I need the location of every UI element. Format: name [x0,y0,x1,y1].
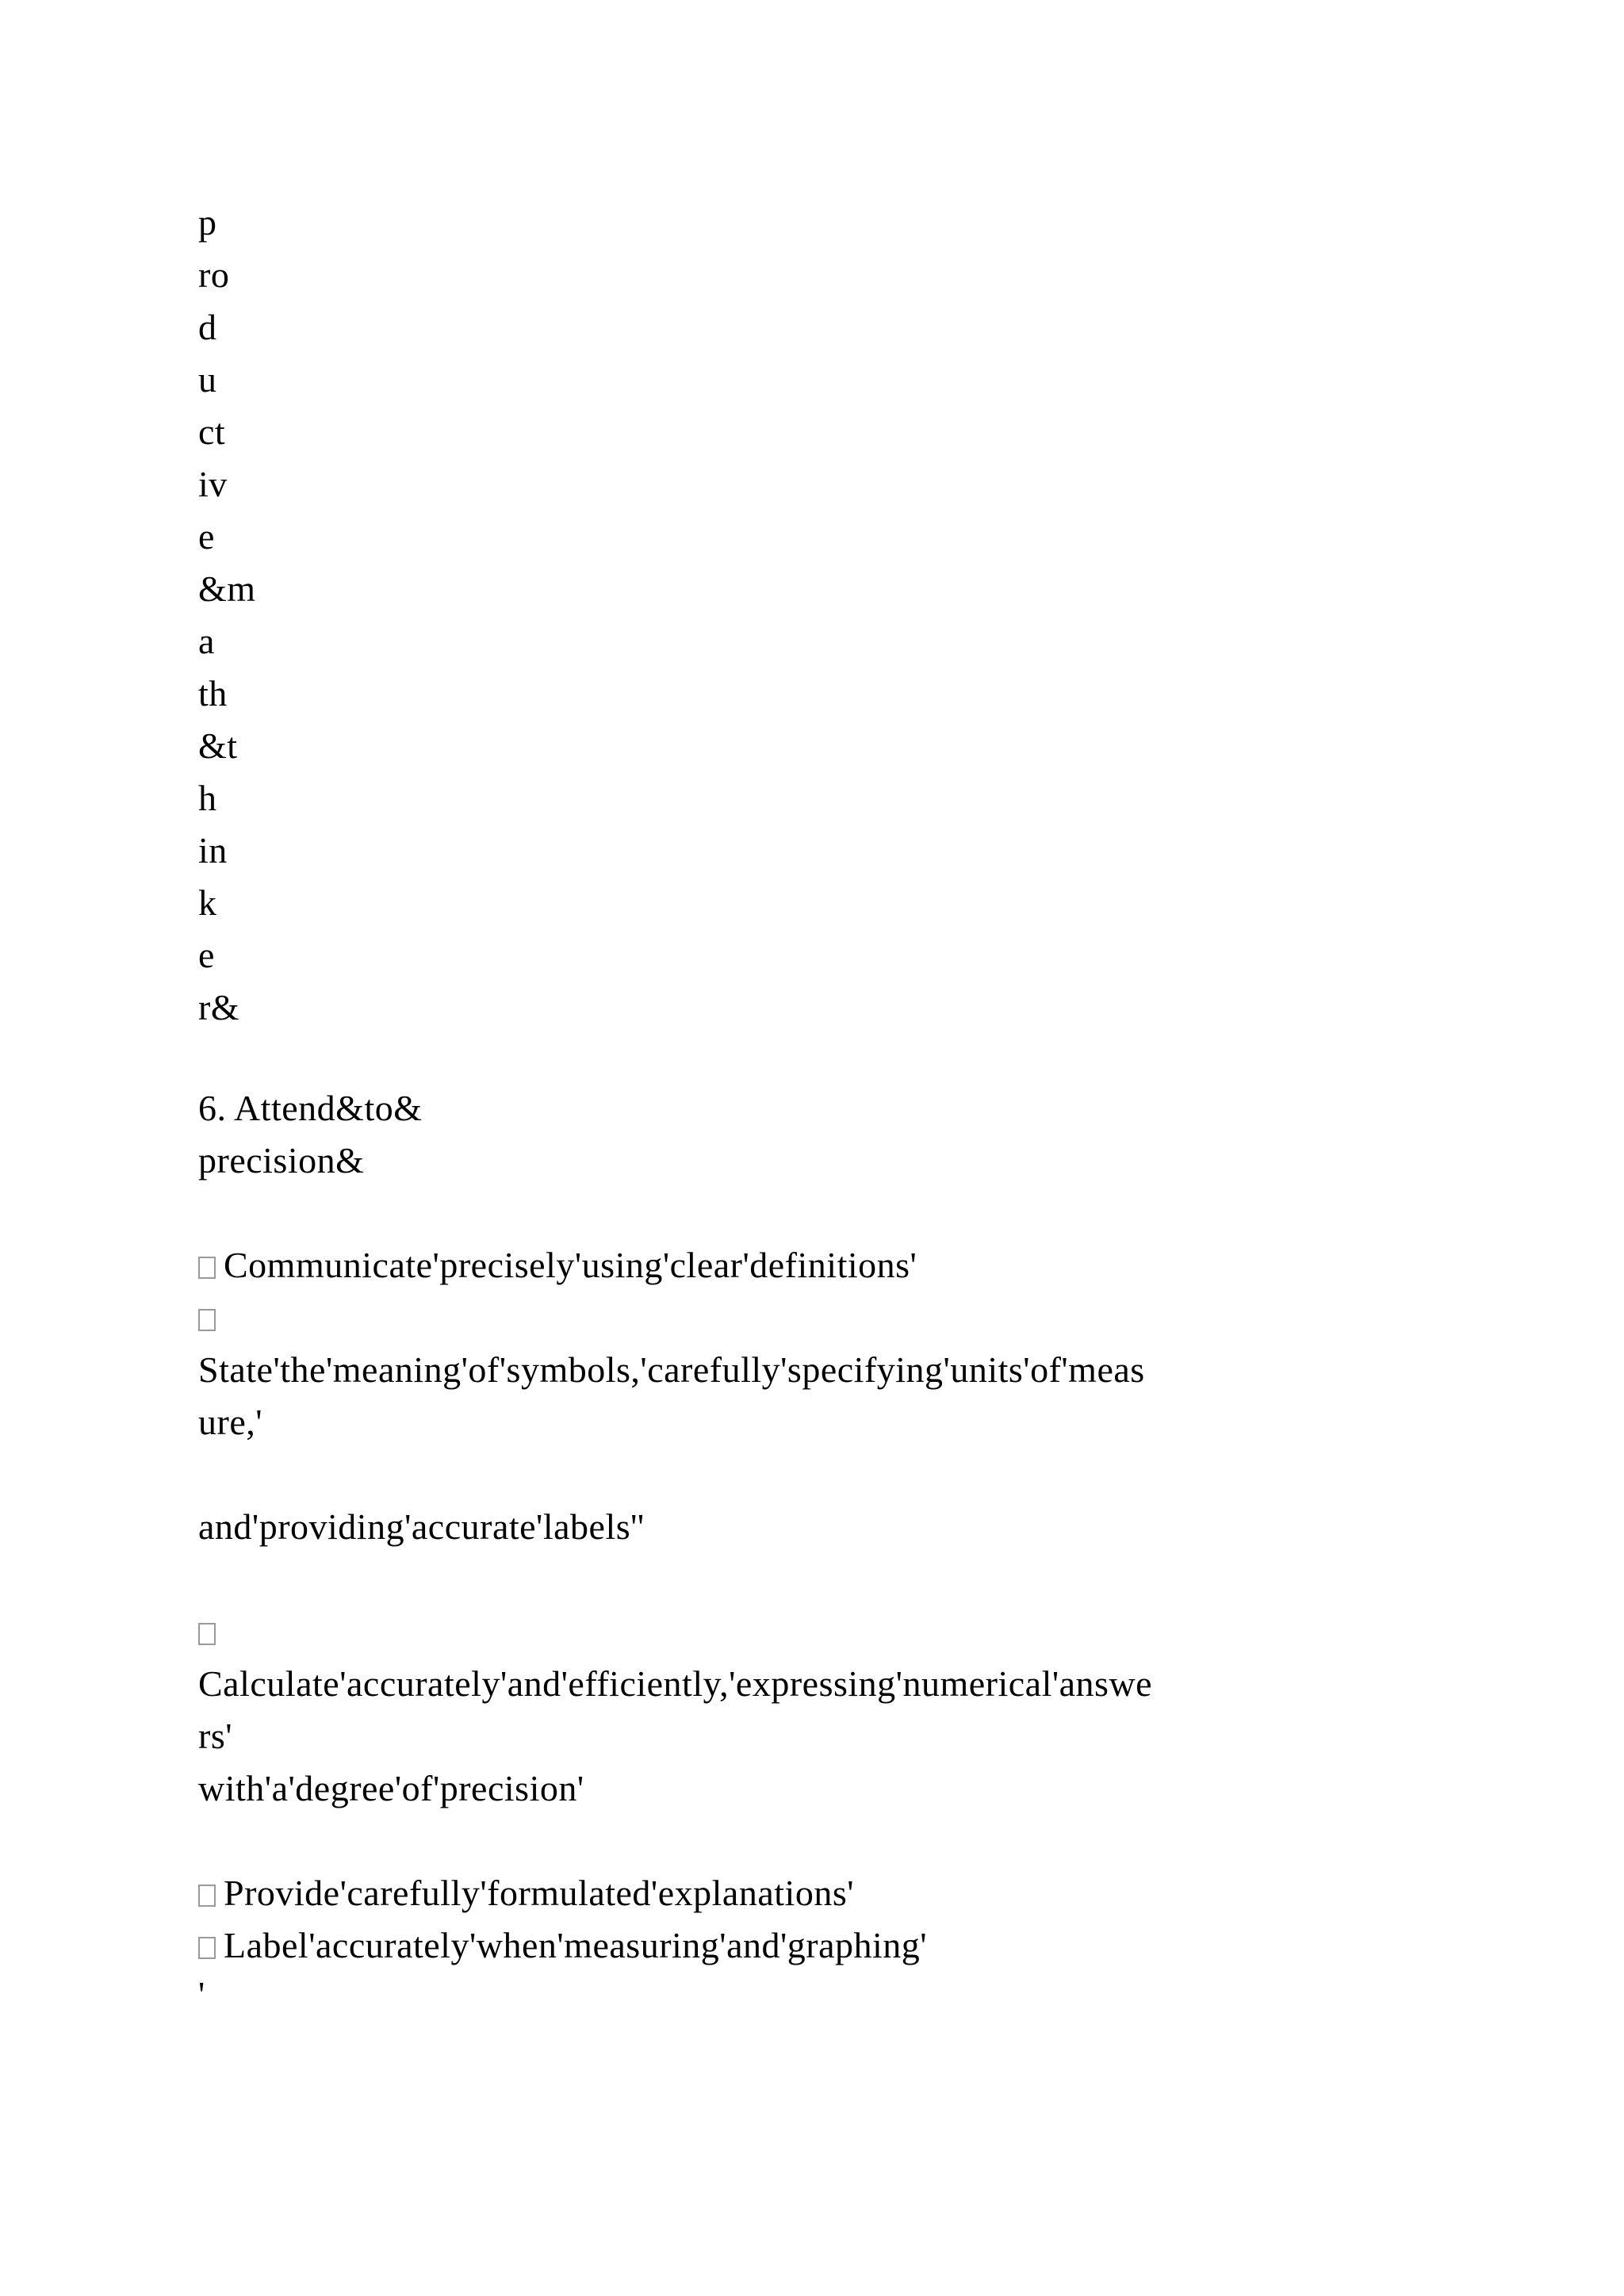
vertical-fragment: e [198,516,215,557]
bullet-box-icon [198,1257,216,1279]
vertical-fragment: u [198,359,217,400]
vertical-fragment: in [198,830,228,871]
bullet-text: Provide'carefully'formulated'explanations' [224,1873,855,1913]
vertical-fragment: h [198,778,217,818]
paragraph-line: State'the'meaning'of'symbols,'carefully'specifying'units'of'meas [198,1349,1145,1390]
vertical-fragment: ct [198,411,226,452]
vertical-fragment: d [198,307,217,347]
vertical-fragment: a [198,621,215,661]
bullet-box-icon [198,1623,216,1645]
paragraph-line: and'providing'accurate'labels'' [198,1506,645,1547]
bullet-marker-line [198,1297,224,1338]
bullet-box-icon [198,1885,216,1907]
bullet-text: Communicate'precisely'using'clear'definitions' [224,1245,917,1285]
vertical-fragment: &m [198,568,256,609]
trailing-apostrophe: ' [198,1974,205,2015]
bullet-box-icon [198,1937,216,1959]
vertical-fragment: &t [198,725,238,766]
vertical-fragment: k [198,882,217,923]
vertical-fragment: e [198,935,215,975]
paragraph-line: with'a'degree'of'precision' [198,1768,584,1808]
vertical-fragment: th [198,673,228,714]
bullet-text: Label'accurately'when'measuring'and'graphing' [224,1925,928,1965]
vertical-fragment: iv [198,464,228,504]
section-heading-continued: precision& [198,1140,365,1181]
bullet-box-icon [198,1309,216,1331]
vertical-fragment: ro [198,254,230,295]
section-heading: 6. Attend&to& [198,1088,423,1128]
paragraph-line: ure,' [198,1402,263,1442]
vertical-fragment: p [198,202,217,243]
bullet-item [198,1873,854,1914]
bullet-item [198,1925,927,1966]
paragraph-line: Calculate'accurately'and'efficiently,'expressing'numerical'answe [198,1663,1153,1704]
vertical-fragment: r& [198,987,240,1027]
paragraph-line: rs' [198,1716,233,1756]
bullet-marker-line [198,1611,224,1652]
bullet-item [198,1245,917,1286]
